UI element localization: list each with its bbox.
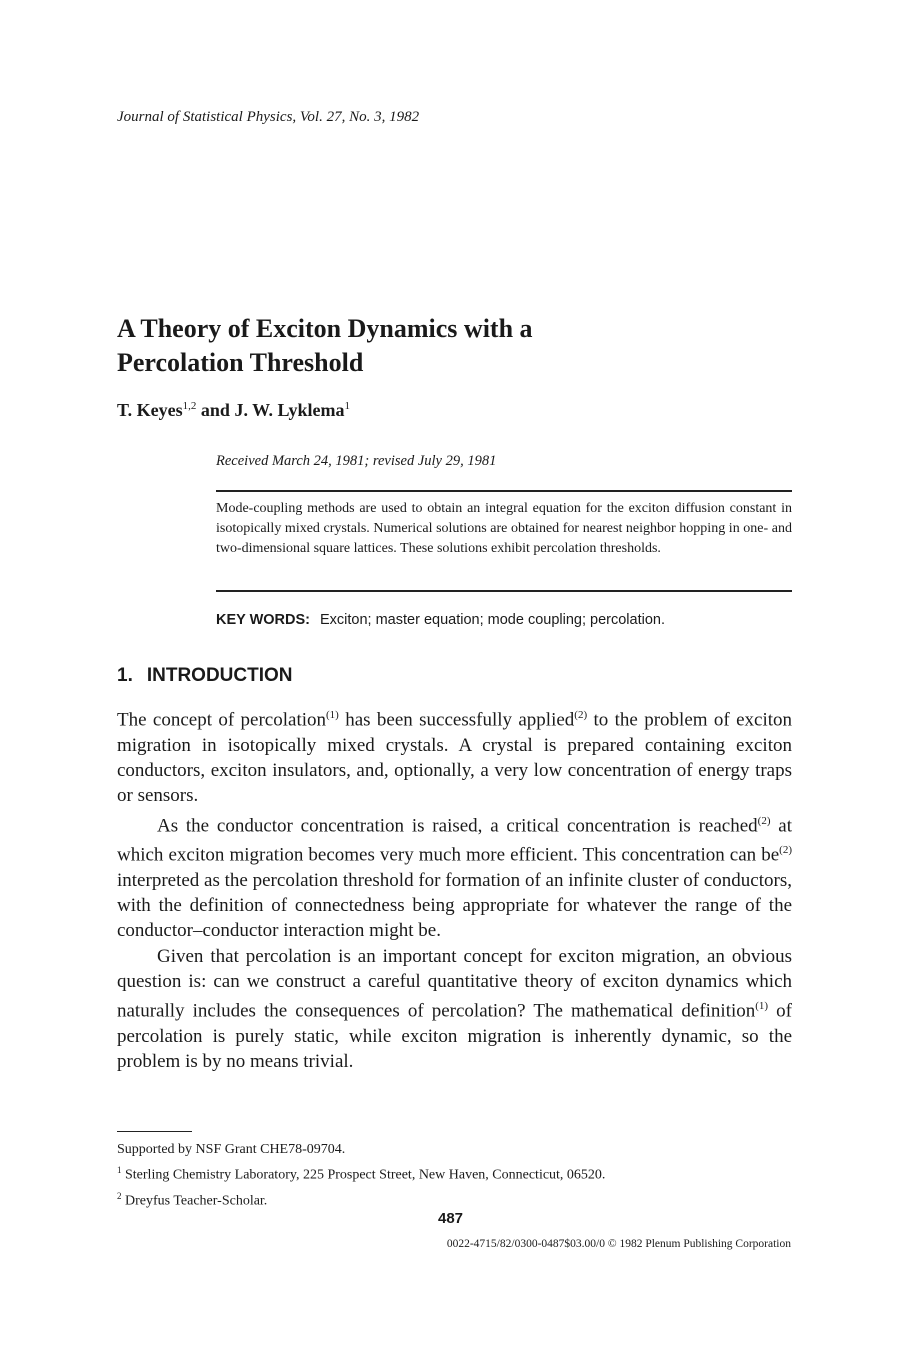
title-line-1: A Theory of Exciton Dynamics with a [117,314,533,343]
paper-title [117,312,797,380]
p1-text-a: The concept of percolation [117,709,327,731]
citation-ref: (2) [757,814,771,827]
footnotes [117,1140,605,1211]
p2-text-b: at which exciton migration becomes very much more efficient. This concentration can be [117,814,792,866]
p3-text-a: Given that percolation is an important concept for exciton migration, an obvious question is: can we construct a careful quantitative theory of exciton dynamics which naturally includes the consequences of percolation? The mathematical definition [117,945,792,1022]
p2-text-c: interpreted as the percolation threshold for formation of an infinite cluster of conductors, with the definition of connectedness being appropriate for whatever the range of the conductor–conductor interaction might be. [117,869,792,942]
author-2-affiliation: 1 [344,400,350,412]
abstract-top-rule [216,490,792,492]
copyright-line: 0022-4715/82/0300-0487$03.00/0 © 1982 Plenum Publishing Corporation [446,1238,791,1250]
footnote-2-text: Dreyfus Teacher-Scholar. [121,1193,268,1209]
footnote-1-mark: 1 [117,1165,122,1175]
p1-text-b: has been successfully applied [338,709,575,731]
footnote-rule [117,1131,192,1132]
footnote-support: Supported by NSF Grant CHE78-09704. [117,1142,346,1157]
section-title: INTRODUCTION [146,665,293,686]
title-line-2: Percolation Threshold [117,348,364,377]
footnote-2-mark: 2 [117,1190,122,1201]
keywords-label: KEY WORDS: [216,612,310,628]
p2-text-a: As the conductor concentration is raised, a critical concentration is reached [157,814,758,836]
paragraph-2 [117,809,792,944]
body-text [117,703,792,1074]
citation-ref: (1) [755,1000,769,1013]
page-number: 487 [437,1210,464,1227]
journal-citation: Journal of Statistical Physics, Vol. 27, No. 3, 1982 [117,109,420,125]
keywords-text: Exciton; master equation; mode coupling; percolation. [320,612,665,628]
paragraph-1 [117,703,792,809]
p1-text-c: to the problem of exciton migration in isotopically mixed crystals. A crystal is prepared containing exciton conductors, exciton insulators, and, optionally, a very low concentration of energy traps or sensors. [117,709,793,807]
abstract: Mode-coupling methods are used to obtain an integral equation for the exciton diffusion constant in isotopically mixed crystals. Numerical solutions are obtained for nearest neighbor hopping in one- and two-dimensional square lattices. These solutions exhibit percolation thresholds. [216,501,792,556]
author-1-affiliation: 1,2 [182,400,197,412]
footnote-1 [117,1160,605,1186]
author-list [117,400,350,421]
section-heading [117,665,293,687]
author-2: J. W. Lyklema [234,400,345,420]
p3-text-b: of percolation is purely static, while exciton migration is inherently dynamic, so the problem is by no means trivial. [117,1000,792,1073]
keywords [216,612,665,628]
author-1: T. Keyes [117,400,183,420]
citation-ref: (1) [326,709,339,721]
paragraph-3 [117,944,792,1075]
citation-ref: (2) [779,844,792,857]
received-dates: Received March 24, 1981; revised July 29, 1981 [216,453,497,469]
abstract-bottom-rule [216,590,792,592]
section-number: 1. [117,665,133,686]
citation-ref: (2) [574,709,588,721]
footnote-2 [117,1186,605,1212]
author-conjunction: and [196,400,235,420]
footnote-1-text: Sterling Chemistry Laboratory, 225 Prospect Street, New Haven, Connecticut, 06520. [121,1167,606,1183]
